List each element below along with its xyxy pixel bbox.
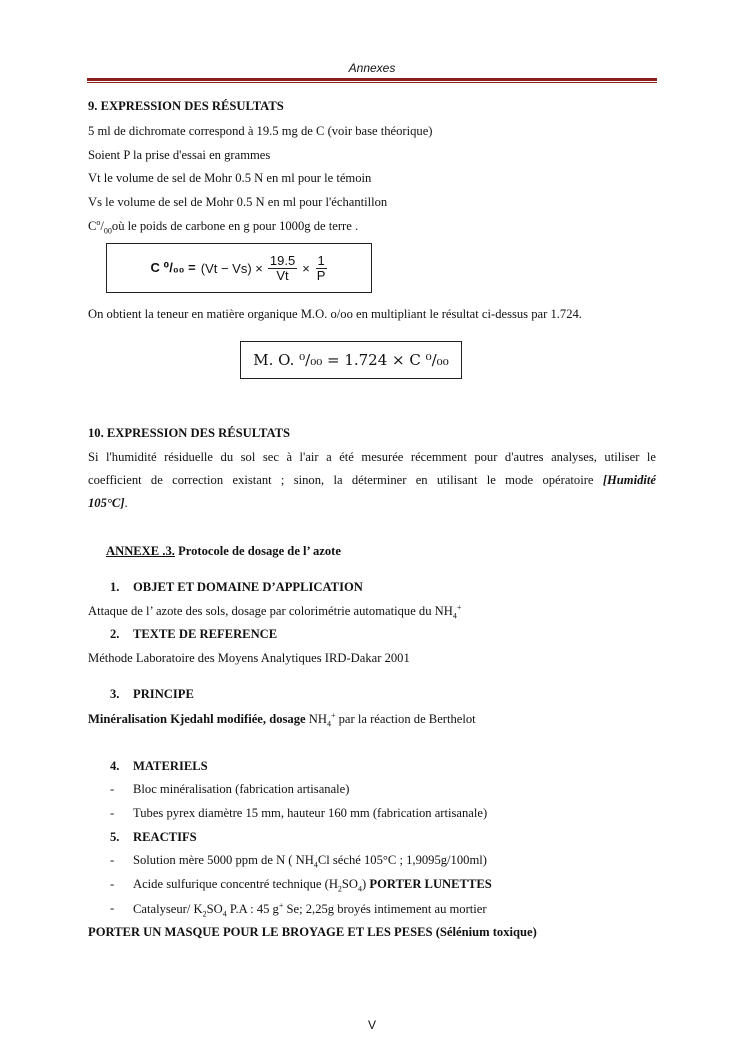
item-1-number: 1. (110, 580, 120, 594)
reference-text: Méthode Laboratoire des Moyens Analytiques IRD-Dakar 2001 (88, 651, 410, 665)
materiel-item: Tubes pyrex diamètre 15 mm, hauteur 160 mm (fabrication artisanale) (133, 806, 488, 820)
annexe-3-title: ANNEXE .3. Protocole de dosage de l’ azote (106, 544, 341, 558)
item-3-title: PRINCIPE (133, 687, 194, 701)
section-9-heading: 9. EXPRESSION DES RÉSULTATS (88, 99, 284, 113)
carbon-formula-box: C ⁰/₀₀ = (Vt − Vs) × $\frac{19.5}{Vt}$ × $\frac{1}{P}$ (106, 243, 372, 293)
item-2-number: 2. (110, 627, 120, 641)
page-number: V (367, 1018, 376, 1032)
item-4-number: 4. (110, 759, 120, 773)
section-9-line-1: 5 ml de dichromate correspond à 19.5 mg de C (voir base théorique) (88, 124, 433, 138)
item-1-title: OBJET ET DOMAINE D’APPLICATION (133, 580, 363, 594)
principe-text: Minéralisation Kjedahl modifiée, dosage $NH_4^+$ par la réaction de Berthelot (88, 711, 476, 729)
item-5-title: REACTIFS (133, 830, 197, 844)
formula-lhs: C ⁰/₀₀ = (150, 260, 196, 275)
header-rule-thin (87, 82, 657, 83)
materiel-item: Bloc minéralisation (fabrication artisanale) (133, 782, 350, 796)
formula-fraction-19-5: $\frac{19.5}{Vt}$ (269, 252, 296, 283)
bullet-dash: - (110, 901, 115, 915)
section-9-line-4: Vs le volume de sel de Mohr 0.5 N en ml pour l'échantillon (88, 195, 388, 209)
section-9-line-3: Vt le volume de sel de Mohr 0.5 N en ml pour le témoin (88, 171, 372, 185)
item-3-number: 3. (110, 687, 120, 701)
bullet-dash: - (110, 853, 115, 867)
header-rule-thick (87, 78, 657, 81)
section-10-heading: 10. EXPRESSION DES RÉSULTATS (88, 426, 291, 440)
reactif-item: Acide sulfurique concentré technique $(H_2SO_4)$ PORTER LUNETTES (133, 877, 492, 894)
safety-warning: PORTER UN MASQUE POUR LE BROYAGE ET LES PESES (Sélénium toxique) (88, 925, 537, 939)
item-5-number: 5. (110, 830, 120, 844)
section-9-line-5: $C^o/_{00}où$ le poids de carbone en g pour 1000g de terre . (88, 218, 359, 236)
reactif-item: Solution mère 5000 ppm de N ( $NH_4Cl$ séché 105°C ; 1,9095g/100ml) (133, 853, 487, 870)
section-10-line-1: Si l'humidité résiduelle du sol sec à l'air a été mesurée récemment pour d'autres analyses, utiliser le (88, 450, 656, 464)
organic-matter-formula-box: M. O. ⁰/₀₀ = 1.724 × C ⁰/₀₀ (240, 341, 462, 379)
organic-matter-text: On obtient la teneur en matière organique M.O. o/oo en multipliant le résultat ci-dessus par 1.724. (88, 307, 582, 321)
item-4-title: MATERIELS (133, 759, 208, 773)
item-2-title: TEXTE DE REFERENCE (133, 627, 278, 641)
section-10-line-2: coefficient de correction existant ; sinon, la déterminer en utilisant le mode opératoire [Humidité (88, 473, 656, 487)
bullet-dash: - (110, 806, 115, 820)
reactif-item: Catalyseur/ $K_2SO_4$ P.A : 45 g+ Se; 2,25g broyés intimement au mortier (133, 901, 487, 919)
formula-middle: (Vt − Vs) × (200, 260, 263, 276)
formula-fraction-1-p: $\frac{1}{P}$ (316, 252, 326, 283)
section-9-line-2: Soient P la prise d'essai en grammes (88, 148, 271, 162)
bullet-dash: - (110, 782, 115, 796)
bullet-dash: - (110, 877, 115, 891)
page-header-title: Annexes (348, 61, 396, 75)
section-10-line-3: 105°C]. (88, 496, 128, 510)
objet-text: Attaque de l’ azote des sols, dosage par colorimétrie automatique du $NH_4^+$ (88, 603, 462, 621)
